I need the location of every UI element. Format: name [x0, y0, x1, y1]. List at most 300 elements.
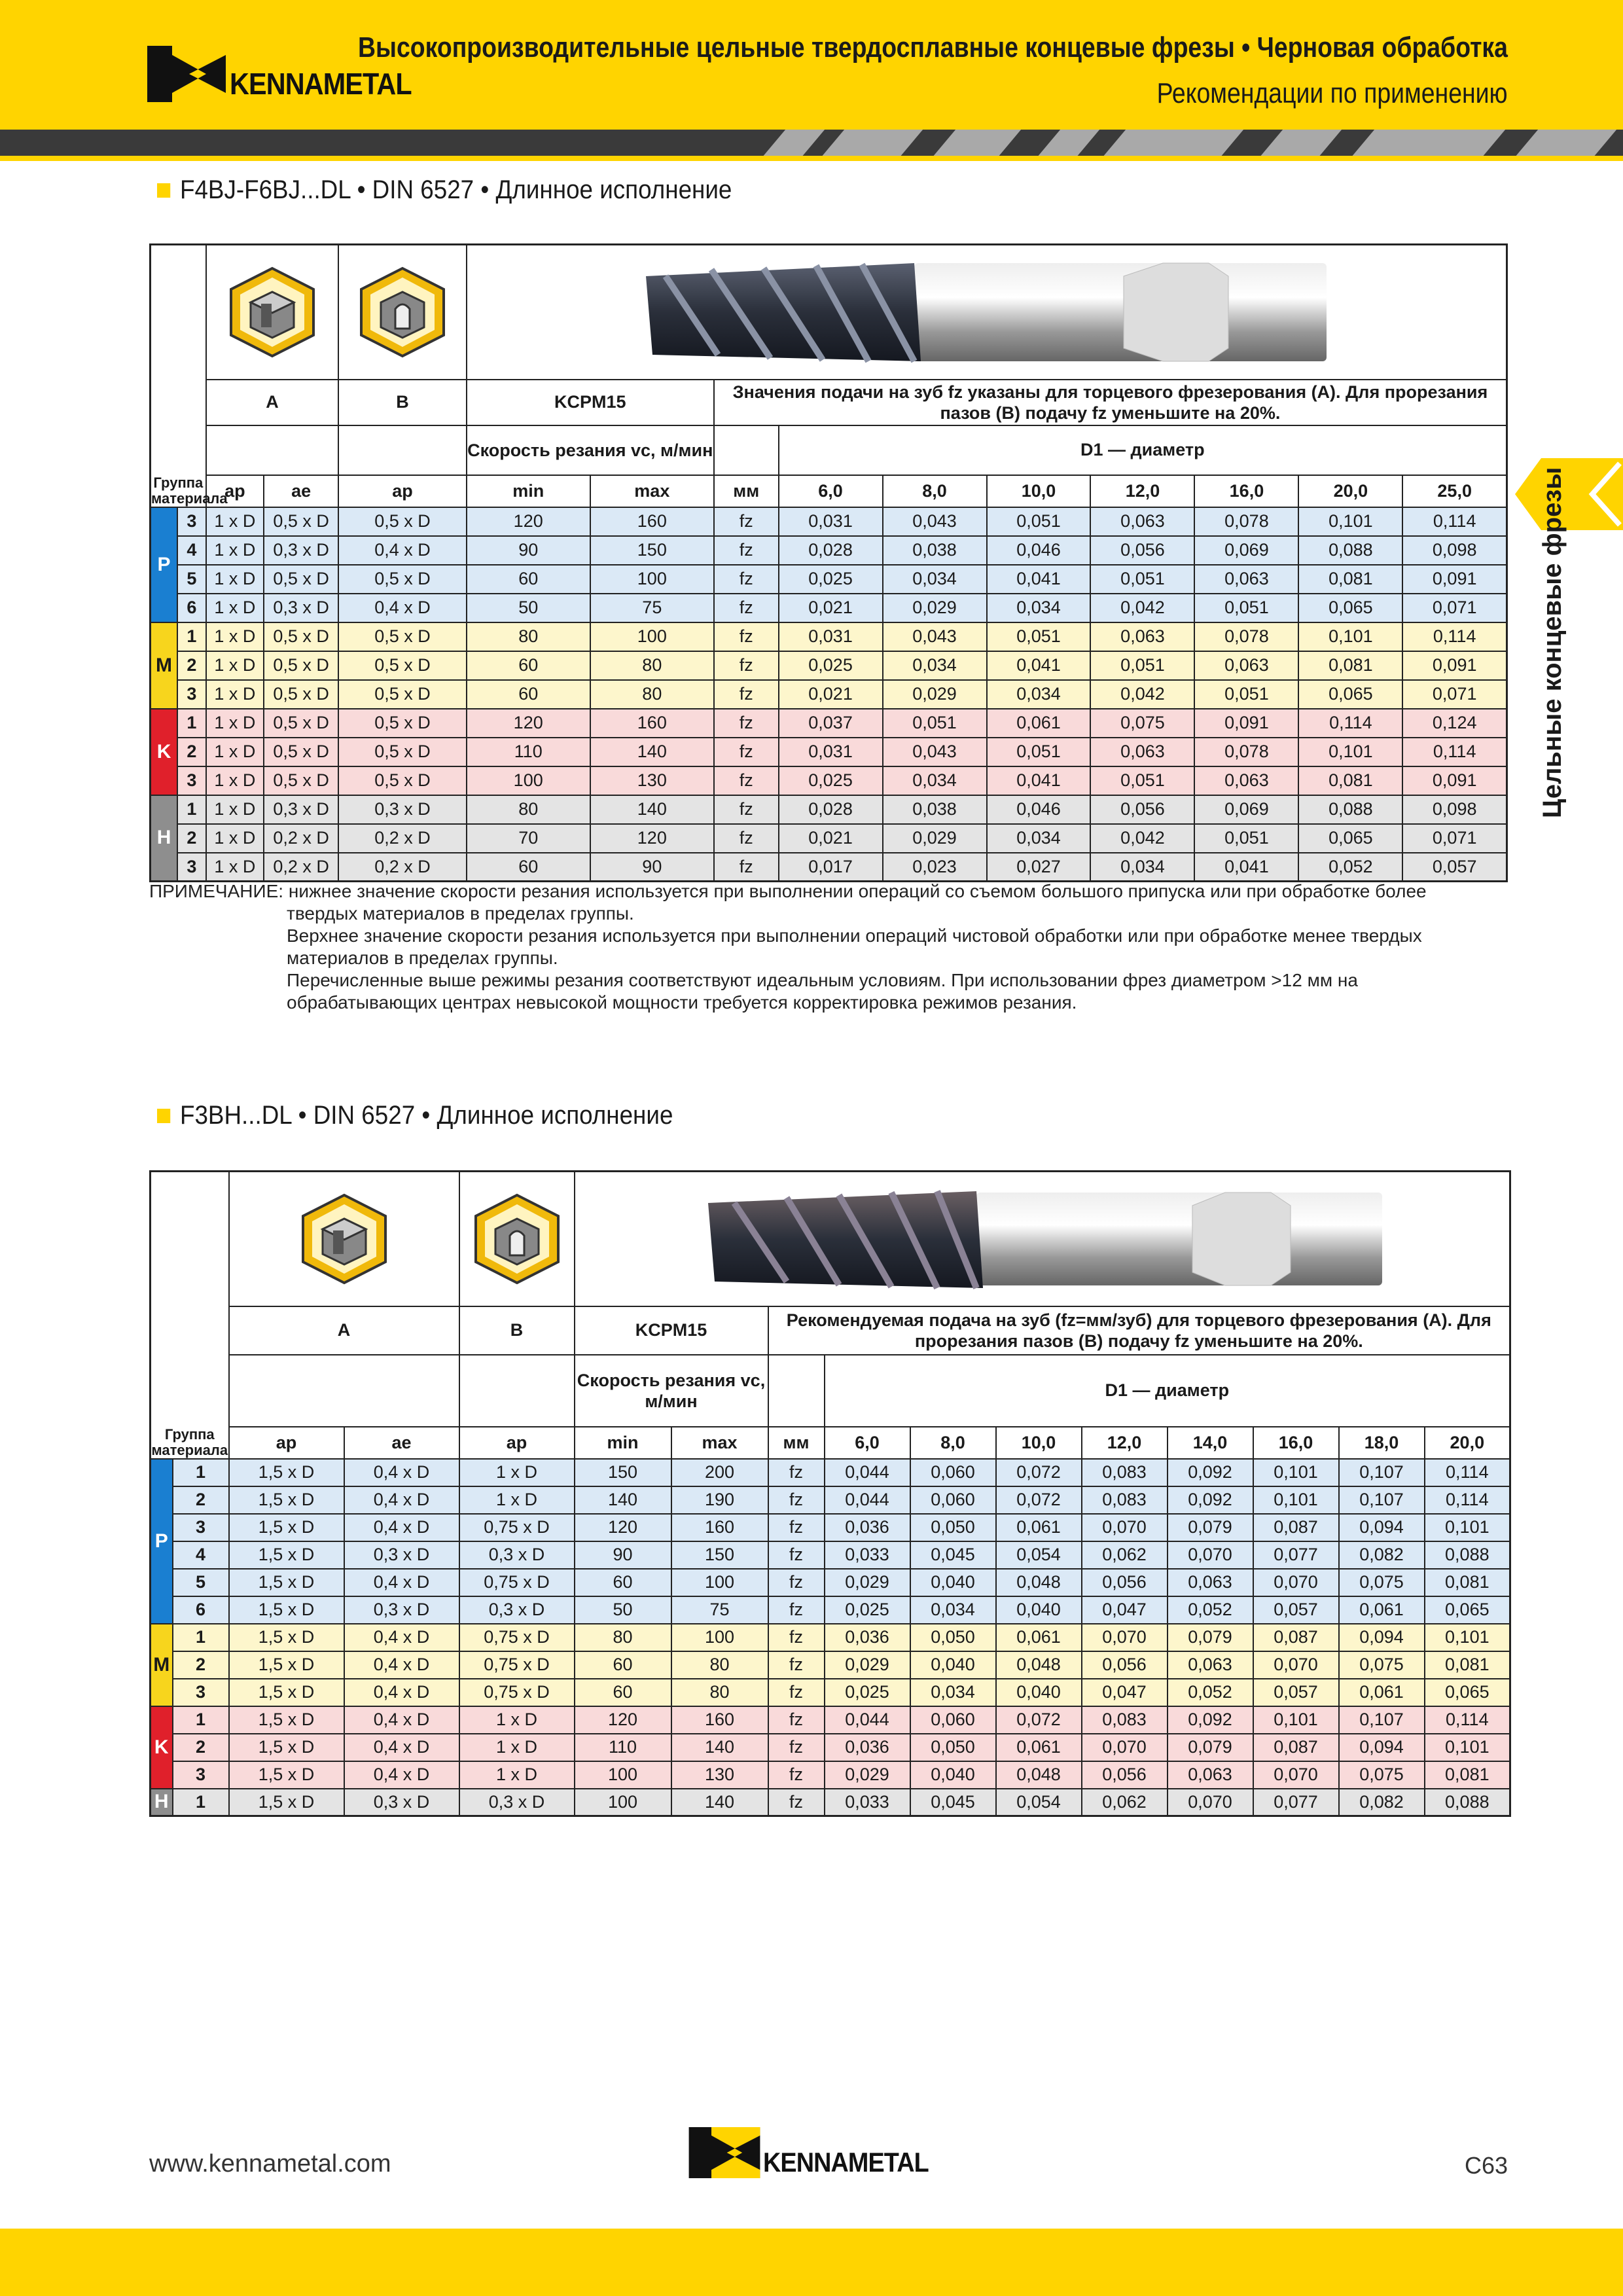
vc-min: 60 [467, 651, 590, 680]
feed-value: 0,063 [1090, 738, 1194, 766]
ae-value: 0,3 x D [264, 594, 338, 622]
feed-value: 0,075 [1090, 709, 1194, 738]
vc-min: 120 [467, 709, 590, 738]
feed-value: 0,078 [1194, 738, 1298, 766]
feed-value: 0,044 [825, 1459, 910, 1486]
ap-slot-value: 0,75 x D [459, 1624, 575, 1651]
vc-min: 120 [575, 1514, 671, 1541]
feed-value: 0,091 [1402, 766, 1507, 795]
grade-header: KCPM15 [575, 1306, 768, 1355]
diameter-col-header: 6,0 [779, 475, 883, 507]
material-group-label: P [151, 1459, 173, 1624]
feed-value: 0,081 [1425, 1651, 1510, 1679]
material-subgroup: 2 [177, 651, 206, 680]
feed-value: 0,079 [1168, 1514, 1253, 1541]
material-subgroup: 1 [173, 1624, 229, 1651]
vc-min: 60 [467, 853, 590, 882]
feed-value: 0,034 [987, 824, 1091, 853]
vc-min: 90 [467, 536, 590, 565]
ae-value: 0,5 x D [264, 766, 338, 795]
feed-unit: fz [714, 853, 779, 882]
feed-value: 0,051 [1090, 651, 1194, 680]
material-group-label: P [151, 507, 178, 622]
feed-unit: fz [768, 1679, 825, 1706]
table-row [151, 1651, 1510, 1679]
vc-min: 110 [575, 1734, 671, 1761]
diameter-col-header: 12,0 [1090, 475, 1194, 507]
ae-value: 0,2 x D [264, 853, 338, 882]
feed-value: 0,101 [1253, 1706, 1339, 1734]
feed-value: 0,107 [1339, 1459, 1425, 1486]
feed-unit: fz [768, 1651, 825, 1679]
feed-value: 0,065 [1298, 680, 1402, 709]
material-subgroup: 4 [173, 1541, 229, 1569]
feed-value: 0,101 [1298, 622, 1402, 651]
feed-value: 0,061 [996, 1734, 1082, 1761]
feed-value: 0,034 [987, 594, 1091, 622]
table-row [151, 1761, 1510, 1789]
feed-note-header: Значения подачи на зуб fz указаны для торцевого фрезерования (А). Для прорезания пазов (В) подачу fz уменьшите на 20%. [714, 380, 1507, 425]
feed-value: 0,056 [1090, 536, 1194, 565]
feed-value: 0,040 [996, 1596, 1082, 1624]
diameter-col-header: 20,0 [1425, 1427, 1510, 1459]
feed-unit: fz [714, 795, 779, 824]
feed-value: 0,048 [996, 1651, 1082, 1679]
ap-value: 1 x D [206, 709, 264, 738]
feed-value: 0,070 [1168, 1789, 1253, 1816]
table-row [151, 738, 1507, 766]
feed-value: 0,057 [1402, 853, 1507, 882]
vc-max: 150 [590, 536, 714, 565]
ap-slot-value: 0,3 x D [459, 1789, 575, 1816]
feed-value: 0,061 [996, 1514, 1082, 1541]
feed-value: 0,021 [779, 824, 883, 853]
ap-value: 1 x D [206, 507, 264, 536]
material-subgroup: 5 [177, 565, 206, 594]
slotting-icon-cell [459, 1172, 575, 1306]
feed-value: 0,063 [1168, 1761, 1253, 1789]
feed-value: 0,041 [987, 565, 1091, 594]
ap-slot-value: 0,5 x D [338, 738, 466, 766]
feed-value: 0,034 [910, 1596, 996, 1624]
ae-value: 0,3 x D [264, 795, 338, 824]
feed-value: 0,038 [883, 795, 987, 824]
material-subgroup: 1 [177, 622, 206, 651]
kennametal-k-icon [688, 2127, 760, 2178]
ap-value: 1 x D [206, 565, 264, 594]
note-line-2b: материалов в пределах группы. [287, 948, 558, 968]
material-subgroup: 2 [173, 1651, 229, 1679]
feed-value: 0,063 [1194, 565, 1298, 594]
col-group-a: A [229, 1306, 459, 1355]
feed-unit: fz [714, 680, 779, 709]
vc-max: 100 [590, 565, 714, 594]
table-row [151, 795, 1507, 824]
ap-value: 1,5 x D [229, 1596, 344, 1624]
page-subtitle: Рекомендации по применению [1156, 77, 1508, 109]
vc-min: 60 [575, 1651, 671, 1679]
ap-value: 1,5 x D [229, 1569, 344, 1596]
col-group-b: B [459, 1306, 575, 1355]
face-milling-icon [223, 263, 321, 361]
vc-max: 80 [590, 680, 714, 709]
feed-unit: fz [714, 507, 779, 536]
feed-value: 0,029 [825, 1569, 910, 1596]
ap-value: 1 x D [206, 680, 264, 709]
feed-value: 0,051 [987, 507, 1091, 536]
ap-value: 1,5 x D [229, 1459, 344, 1486]
ap-slot-value: 0,4 x D [338, 594, 466, 622]
table-row [151, 1679, 1510, 1706]
feed-value: 0,043 [883, 738, 987, 766]
face-milling-icon-cell [206, 245, 339, 380]
ap-slot-value: 0,5 x D [338, 766, 466, 795]
col-header-1: ae [264, 475, 338, 507]
feed-value: 0,094 [1339, 1514, 1425, 1541]
feed-value: 0,070 [1082, 1624, 1168, 1651]
feed-value: 0,114 [1402, 622, 1507, 651]
feed-value: 0,070 [1253, 1569, 1339, 1596]
material-subgroup: 2 [173, 1486, 229, 1514]
ae-value: 0,5 x D [264, 709, 338, 738]
col-header-5: мм [714, 475, 779, 507]
feed-value: 0,087 [1253, 1734, 1339, 1761]
feed-value: 0,114 [1425, 1459, 1510, 1486]
ap-slot-value: 1 x D [459, 1734, 575, 1761]
feed-unit: fz [714, 766, 779, 795]
material-subgroup: 5 [173, 1569, 229, 1596]
ae-value: 0,5 x D [264, 680, 338, 709]
feed-value: 0,034 [1090, 853, 1194, 882]
ap-value: 1,5 x D [229, 1486, 344, 1514]
col-header-1: ae [344, 1427, 459, 1459]
feed-value: 0,043 [883, 507, 987, 536]
feed-value: 0,101 [1253, 1486, 1339, 1514]
header-stripe [0, 130, 1623, 161]
ap-slot-value: 0,5 x D [338, 651, 466, 680]
ap-slot-value: 1 x D [459, 1486, 575, 1514]
ap-value: 1 x D [206, 594, 264, 622]
material-group-label: H [151, 795, 178, 882]
feed-value: 0,041 [987, 651, 1091, 680]
feed-unit: fz [714, 536, 779, 565]
feed-unit: fz [768, 1541, 825, 1569]
diameter-col-header: 16,0 [1253, 1427, 1339, 1459]
footer-url[interactable]: www.kennametal.com [149, 2150, 391, 2178]
feed-value: 0,062 [1082, 1789, 1168, 1816]
feed-value: 0,051 [1194, 680, 1298, 709]
vc-max: 150 [671, 1541, 768, 1569]
ap-value: 1,5 x D [229, 1541, 344, 1569]
material-group-label: K [151, 709, 178, 795]
material-subgroup: 1 [173, 1459, 229, 1486]
ap-slot-value: 0,4 x D [338, 536, 466, 565]
feed-value: 0,050 [910, 1624, 996, 1651]
ap-slot-value: 0,5 x D [338, 622, 466, 651]
ap-slot-value: 0,3 x D [338, 795, 466, 824]
diameter-col-header: 8,0 [910, 1427, 996, 1459]
ap-value: 1,5 x D [229, 1651, 344, 1679]
ap-value: 1,5 x D [229, 1706, 344, 1734]
cutting-speed-header: Скорость резания vc, м/мин [575, 1355, 768, 1427]
section2-title-text: F3BH...DL • DIN 6527 • Длинное исполнение [179, 1101, 673, 1130]
vc-max: 200 [671, 1459, 768, 1486]
col-group-a: A [206, 380, 339, 425]
table-row [151, 1624, 1510, 1651]
feed-value: 0,034 [883, 565, 987, 594]
material-group-header: Группа материала [151, 1426, 228, 1458]
material-subgroup: 3 [173, 1761, 229, 1789]
ap-value: 1 x D [206, 622, 264, 651]
material-subgroup: 3 [177, 766, 206, 795]
feed-value: 0,045 [910, 1541, 996, 1569]
feed-value: 0,114 [1298, 709, 1402, 738]
feed-value: 0,029 [883, 680, 987, 709]
feed-value: 0,063 [1168, 1651, 1253, 1679]
table-row [151, 1486, 1510, 1514]
ae-value: 0,3 x D [344, 1596, 459, 1624]
feed-value: 0,038 [883, 536, 987, 565]
end-mill-tool-image [695, 1183, 1389, 1295]
feed-value: 0,101 [1298, 507, 1402, 536]
feed-unit: fz [768, 1624, 825, 1651]
feed-value: 0,101 [1425, 1514, 1510, 1541]
ae-value: 0,4 x D [344, 1679, 459, 1706]
brand-name: KENNAMETAL [230, 67, 412, 101]
feed-value: 0,083 [1082, 1486, 1168, 1514]
material-group-label: M [151, 1624, 173, 1706]
feed-value: 0,047 [1082, 1679, 1168, 1706]
feed-value: 0,025 [779, 565, 883, 594]
vc-max: 100 [590, 622, 714, 651]
vc-min: 50 [575, 1596, 671, 1624]
feed-value: 0,075 [1339, 1569, 1425, 1596]
feed-value: 0,051 [1090, 565, 1194, 594]
feed-value: 0,065 [1425, 1596, 1510, 1624]
feed-value: 0,051 [1194, 594, 1298, 622]
feed-value: 0,052 [1168, 1679, 1253, 1706]
ap-slot-value: 0,5 x D [338, 565, 466, 594]
feed-value: 0,033 [825, 1789, 910, 1816]
feed-value: 0,051 [987, 622, 1091, 651]
feed-value: 0,017 [779, 853, 883, 882]
feed-unit: fz [714, 738, 779, 766]
ap-slot-value: 0,2 x D [338, 853, 466, 882]
feed-value: 0,042 [1090, 680, 1194, 709]
slotting-icon [468, 1190, 566, 1288]
feed-value: 0,043 [883, 622, 987, 651]
feed-unit: fz [714, 622, 779, 651]
col-header-3: min [575, 1427, 671, 1459]
vc-min: 100 [575, 1789, 671, 1816]
feed-value: 0,070 [1082, 1514, 1168, 1541]
ap-slot-value: 0,75 x D [459, 1514, 575, 1541]
feed-value: 0,070 [1253, 1651, 1339, 1679]
feed-value: 0,048 [996, 1761, 1082, 1789]
vc-min: 60 [575, 1679, 671, 1706]
vc-min: 110 [467, 738, 590, 766]
feed-value: 0,098 [1402, 795, 1507, 824]
side-chevron-tab-icon [1515, 458, 1623, 530]
feed-value: 0,021 [779, 594, 883, 622]
diameter-col-header: 12,0 [1082, 1427, 1168, 1459]
feed-value: 0,025 [779, 651, 883, 680]
table-row [151, 594, 1507, 622]
ap-slot-value: 1 x D [459, 1761, 575, 1789]
feed-value: 0,081 [1298, 766, 1402, 795]
feed-value: 0,061 [1339, 1596, 1425, 1624]
material-subgroup: 3 [177, 680, 206, 709]
feed-value: 0,031 [779, 738, 883, 766]
feed-value: 0,114 [1425, 1486, 1510, 1514]
note-line-1: нижнее значение скорости резания используется при выполнении операций со съемом большого припуска или при обработке более [288, 881, 1427, 901]
slotting-icon [353, 263, 452, 361]
ae-value: 0,5 x D [264, 565, 338, 594]
feed-value: 0,091 [1402, 651, 1507, 680]
vc-min: 80 [467, 795, 590, 824]
feed-value: 0,075 [1339, 1761, 1425, 1789]
vc-min: 150 [575, 1459, 671, 1486]
feed-value: 0,056 [1082, 1569, 1168, 1596]
vc-max: 140 [671, 1734, 768, 1761]
vc-max: 160 [671, 1706, 768, 1734]
ap-value: 1,5 x D [229, 1789, 344, 1816]
feed-value: 0,065 [1298, 824, 1402, 853]
feed-unit: fz [714, 565, 779, 594]
table1-note [149, 880, 1510, 1014]
feed-value: 0,087 [1253, 1514, 1339, 1541]
feed-value: 0,088 [1298, 795, 1402, 824]
ap-slot-value: 0,5 x D [338, 709, 466, 738]
col-header-0: ap [229, 1427, 344, 1459]
vc-min: 60 [467, 680, 590, 709]
diameter-col-header: 18,0 [1339, 1427, 1425, 1459]
feed-value: 0,101 [1425, 1624, 1510, 1651]
feed-unit: fz [768, 1569, 825, 1596]
material-subgroup: 1 [177, 709, 206, 738]
table-row [151, 1569, 1510, 1596]
footer-logo [688, 2127, 947, 2178]
feed-value: 0,042 [1090, 824, 1194, 853]
feed-value: 0,046 [987, 536, 1091, 565]
feed-unit: fz [768, 1761, 825, 1789]
feed-value: 0,083 [1082, 1459, 1168, 1486]
face-milling-icon [295, 1190, 393, 1288]
feed-value: 0,052 [1298, 853, 1402, 882]
feed-value: 0,051 [1194, 824, 1298, 853]
feed-value: 0,036 [825, 1624, 910, 1651]
slotting-icon-cell [338, 245, 466, 380]
feed-value: 0,077 [1253, 1789, 1339, 1816]
feed-value: 0,094 [1339, 1624, 1425, 1651]
material-subgroup: 1 [173, 1789, 229, 1816]
table-row [151, 1789, 1510, 1816]
ae-value: 0,3 x D [344, 1541, 459, 1569]
diameter-col-header: 10,0 [987, 475, 1091, 507]
material-group-label: K [151, 1706, 173, 1789]
feed-value: 0,071 [1402, 680, 1507, 709]
feed-value: 0,087 [1253, 1624, 1339, 1651]
ae-value: 0,4 x D [344, 1514, 459, 1541]
face-milling-icon-cell [229, 1172, 459, 1306]
page-number: C63 [1464, 2152, 1508, 2179]
feed-value: 0,114 [1402, 507, 1507, 536]
table-row [151, 565, 1507, 594]
vc-min: 140 [575, 1486, 671, 1514]
material-subgroup: 6 [177, 594, 206, 622]
vc-max: 140 [590, 795, 714, 824]
feed-value: 0,060 [910, 1706, 996, 1734]
ap-value: 1 x D [206, 738, 264, 766]
col-header-5: мм [768, 1427, 825, 1459]
feed-value: 0,083 [1082, 1706, 1168, 1734]
table-row [151, 680, 1507, 709]
feed-value: 0,036 [825, 1734, 910, 1761]
note-line-2: Верхнее значение скорости резания используется при выполнении операций чистовой обработки или при обработке менее твердых [287, 925, 1422, 946]
feed-value: 0,088 [1425, 1789, 1510, 1816]
feed-unit: fz [714, 824, 779, 853]
vc-max: 80 [590, 651, 714, 680]
vc-max: 190 [671, 1486, 768, 1514]
cutting-speed-header: Скорость резания vc, м/мин [467, 425, 714, 475]
feed-value: 0,031 [779, 507, 883, 536]
feed-value: 0,028 [779, 795, 883, 824]
vc-min: 60 [467, 565, 590, 594]
col-header-2: ap [338, 475, 466, 507]
ap-slot-value: 0,75 x D [459, 1679, 575, 1706]
ap-slot-value: 0,2 x D [338, 824, 466, 853]
feed-value: 0,025 [779, 766, 883, 795]
feed-value: 0,072 [996, 1706, 1082, 1734]
ap-slot-value: 0,5 x D [338, 507, 466, 536]
diameter-col-header: 8,0 [883, 475, 987, 507]
ae-value: 0,4 x D [344, 1706, 459, 1734]
table-row [151, 1514, 1510, 1541]
feed-value: 0,081 [1425, 1761, 1510, 1789]
vc-max: 120 [590, 824, 714, 853]
feed-value: 0,025 [825, 1679, 910, 1706]
table-row [151, 1541, 1510, 1569]
vc-min: 80 [467, 622, 590, 651]
ap-slot-value: 0,3 x D [459, 1596, 575, 1624]
table-row [151, 1596, 1510, 1624]
ap-slot-value: 0,75 x D [459, 1569, 575, 1596]
feed-value: 0,114 [1402, 738, 1507, 766]
diameter-col-header: 20,0 [1298, 475, 1402, 507]
material-subgroup: 1 [177, 795, 206, 824]
feed-value: 0,029 [825, 1651, 910, 1679]
feed-value: 0,075 [1339, 1651, 1425, 1679]
feed-value: 0,124 [1402, 709, 1507, 738]
feed-value: 0,060 [910, 1459, 996, 1486]
feed-value: 0,061 [987, 709, 1091, 738]
feed-value: 0,081 [1298, 565, 1402, 594]
ap-value: 1,5 x D [229, 1624, 344, 1651]
feed-value: 0,033 [825, 1541, 910, 1569]
feed-value: 0,082 [1339, 1541, 1425, 1569]
col-header-3: min [467, 475, 590, 507]
end-mill-tool-image [639, 257, 1333, 368]
feed-unit: fz [714, 651, 779, 680]
vc-max: 130 [590, 766, 714, 795]
feed-value: 0,063 [1090, 622, 1194, 651]
feed-value: 0,101 [1298, 738, 1402, 766]
feed-value: 0,069 [1194, 795, 1298, 824]
feed-value: 0,051 [987, 738, 1091, 766]
feed-value: 0,047 [1082, 1596, 1168, 1624]
table-row [151, 651, 1507, 680]
feed-value: 0,045 [910, 1789, 996, 1816]
